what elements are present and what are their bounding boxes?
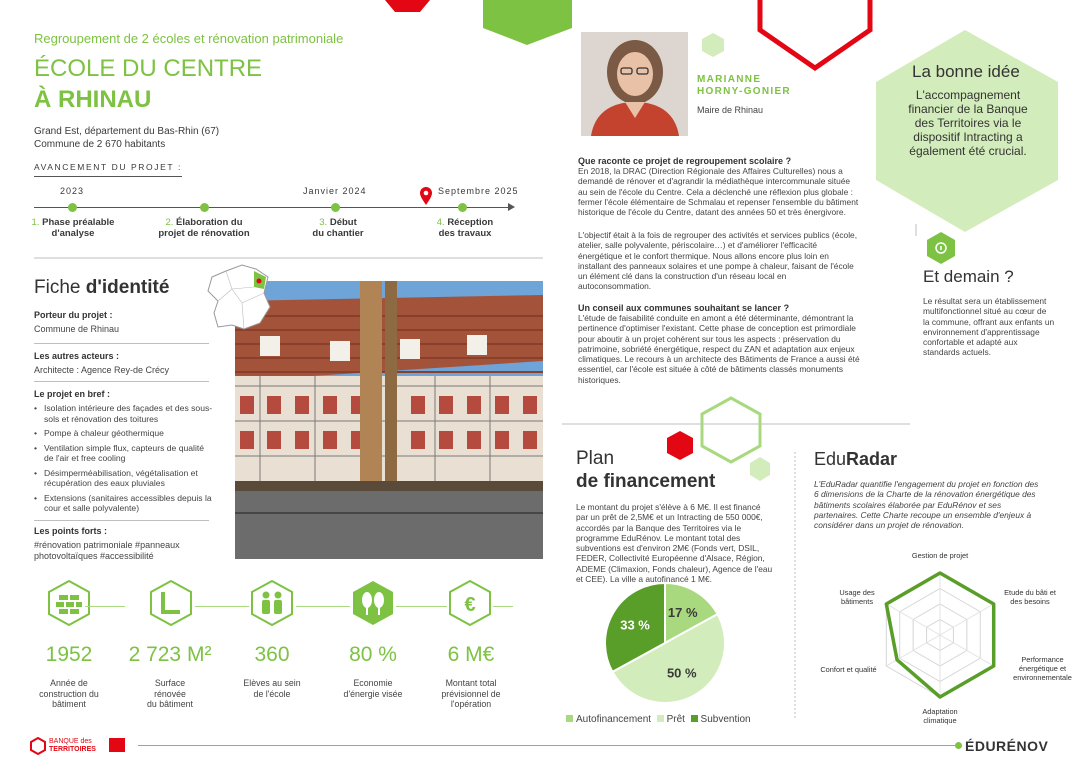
legend-label: Autofinancement: [576, 714, 652, 725]
green-hexagon-top: [483, 0, 572, 45]
bref-list: [34, 403, 214, 514]
stat-label-students: Elèves au sein de l'école: [243, 678, 301, 699]
timeline-step-3: 3. Début du chantier: [312, 217, 364, 239]
project-supertitle: Regroupement de 2 écoles et rénovation patrimoniale: [34, 31, 344, 46]
legend-label: Prêt: [666, 714, 685, 725]
divider: [34, 381, 209, 382]
list-item: • Ventilation simple flux, capteurs de qualité de l'air et free cooling: [34, 443, 214, 464]
green-hexagon-small: [702, 33, 724, 57]
red-hexagon-outline: [760, 0, 870, 68]
page-title: ÉCOLE DU CENTRE: [34, 55, 263, 82]
svg-text:€: €: [464, 594, 476, 616]
list-item: • Extensions (sanitaires accessibles depuis la cour et salle polyvalente): [34, 493, 214, 514]
legend-swatch-autofinancement: [566, 715, 573, 722]
light-hexagon-plan: [750, 457, 770, 481]
porteur-value: Commune de Rhinau: [34, 324, 120, 334]
location-pin-icon: [419, 186, 433, 206]
connector-line: [493, 606, 513, 607]
qa-block-3: [578, 303, 898, 385]
footer-line: [138, 745, 958, 746]
legend-label: Subvention: [700, 714, 751, 725]
mayor-name: MARIANNE HORNY-GONIER: [697, 74, 791, 97]
financing-pie-chart: [600, 578, 730, 708]
qa-answer: En 2018, la DRAC (Direction Régionale des Affaires Culturelles) nous a demandé de rénover et d'agrandir la médiathèque intercommunale située au sein de l'école du Centre. Cela a déclenché une réflexion plus globale : fermer l'école élémentaire de Schmalau et repenser l'ensemble du bâtiment historique de l'école du Centre, datant des années 50 et très énergivore.: [578, 166, 859, 218]
stat-label-energy: Economie d'énergie visée: [343, 678, 403, 699]
brick-wall-icon: [46, 580, 92, 626]
surface-icon: [148, 580, 194, 626]
plan-text: Le montant du projet s'élève à 6 M€. Il est financé par un prêt de 2,5M€ et un Intracting de 550 000€, accordés par la Banque des Territoires via le programme EduRénov. Le montant total des subventions est d'environ 2M€ (Fonds vert, DSIL, FEDER, Collectivité Européenne d'Alsace, Région, ADEME (Climaxion, Fonds chaleur), Agence de l'eau et CEE). La ville a autofinancé 1 M€.: [576, 502, 773, 585]
banque-logo: BANQUE des TERRITOIRES: [49, 738, 96, 753]
stat-label-surface: Surface rénovée du bâtiment: [147, 678, 193, 709]
france-map-icon: [204, 263, 274, 335]
timeline-arrow-icon: [508, 203, 515, 211]
list-item: • Isolation intérieure des façades et des sous-sols et rénovation des toitures: [34, 403, 214, 424]
location-population: Commune de 2 670 habitants: [34, 139, 166, 150]
radar-axis-label: Confort et qualité: [820, 665, 877, 674]
connector-line: [296, 606, 350, 607]
stat-value-students: 360: [254, 643, 290, 666]
timeline-step-4: 4. Réception des travaux: [436, 217, 494, 239]
eduradar-chart: [860, 560, 1020, 710]
legend-swatch-subvention: [691, 715, 698, 722]
qa-answer: L'étude de faisabilité conduite en amont a été déterminante, démontrant la pertinence d'optimiser l'existant. Cette phase de conception est primordiale pour aboutir à un projet cohérent sur tous les aspects : préservation du patrimoine, sobriété énergétique, respect du ZAN et adaptation aux enjeux climatiques. Le recours à un architecte des Bâtiments de France a aussi été essentiel, car l'école est située à côté de bâtiments classés monuments historiques.: [578, 313, 860, 385]
plan-title: Plan: [576, 448, 615, 469]
timeline-step-2: 2. Élaboration du projet de rénovation: [158, 217, 250, 239]
timeline-heading: AVANCEMENT DU PROJET :: [34, 162, 182, 177]
fiche-acteurs: [34, 351, 214, 376]
eduradar-text: L'EduRadar quantifie l'engagement du projet en fonction des 6 dimensions de la Charte de la rénovation énergétique des bâtiments scolaires élaborée par EduRénov et ses partenaires. Cette Charte recoupe un ensemble d'enjeux à considérer dans un projet de rénovation.: [814, 479, 1039, 531]
timeline-date-sep-2025: Septembre 2025: [438, 186, 519, 196]
fiche-forts: [34, 526, 214, 562]
radar-axis-label: Performance énergétique et environnementale: [1013, 655, 1072, 682]
timeline-dot: [458, 203, 467, 212]
divider: [34, 520, 209, 521]
eduradar-title: EduRadar: [814, 449, 898, 469]
qa-answer: L'objectif était à la fois de regrouper des activités et services publics (école, atelier, salle polyvalente, périscolaire…) et d'améliorer l'efficacité énergétique et le confort thermique. Nous allons encore plus loin en installant des panneaux solaires et une pompe à chaleur, faisant de l'école un élément clé dans la construction d'un réseau local en autoconsommation.: [578, 230, 858, 292]
mayor-role: Maire de Rhinau: [697, 105, 764, 115]
qa-question: Un conseil aux communes souhaitant se lancer ?: [578, 303, 790, 313]
acteurs-value: Architecte : Agence Rey-de Crécy: [34, 365, 170, 375]
timeline-dot: [331, 203, 340, 212]
qa-block-1: [578, 156, 898, 217]
forts-label: Les points forts :: [34, 526, 108, 536]
stat-value-energy: 80 %: [349, 643, 397, 666]
plan-title-bold: de financement: [576, 471, 716, 492]
list-item: • Pompe à chaleur géothermique: [34, 428, 214, 439]
timeline-date-jan-2024: Janvier 2024: [303, 186, 367, 196]
pie-data-label: 33 %: [620, 617, 650, 633]
radar-axis-label: Gestion de projet: [911, 551, 969, 560]
pie-data-label: 50 %: [666, 665, 697, 681]
bonne-idee-text: L'accompagnement financier de la Banque des Territoires via le dispositif Intracting a également été crucial.: [908, 88, 1028, 158]
connector-line: [195, 606, 249, 607]
trees-icon: [350, 580, 396, 626]
timeline-dot: [68, 203, 77, 212]
fiche-title: Fiche d'identité: [34, 277, 170, 298]
connector-line: [396, 606, 447, 607]
radar-axis-label: Etude du bâti et des besoins: [1004, 588, 1056, 606]
mayor-portrait: [581, 32, 688, 136]
forts-value: #rénovation patrimoniale #panneaux photovoltaïques #accessibilité: [34, 540, 180, 561]
timeline-date-2023: 2023: [60, 186, 85, 196]
porteur-label: Porteur du projet :: [34, 310, 113, 320]
euro-icon: [447, 580, 493, 626]
pie-data-label: 17 %: [667, 605, 698, 621]
bref-label: Le projet en bref :: [34, 389, 111, 399]
cdc-logo-icon: [109, 738, 125, 752]
page-title-line2: À RHINAU: [34, 86, 152, 113]
bonne-idee-title: La bonne idée: [912, 62, 1020, 81]
fiche-porteur: [34, 310, 214, 335]
banque-hexagon-icon: [30, 737, 46, 755]
connector-line: [85, 606, 125, 607]
pie-legend: [566, 714, 751, 725]
divider: [34, 343, 209, 344]
outline-hexagon-plan: [702, 398, 760, 462]
list-item: • Désimperméabilisation, végétalisation et récupération des eaux pluviales: [34, 468, 214, 489]
qa-question: Que raconte ce projet de regroupement scolaire ?: [578, 156, 792, 166]
stat-label-amount: Montant total prévisionnel de l'opération: [441, 678, 501, 709]
stat-label-year: Année de construction du bâtiment: [39, 678, 99, 709]
demain-title: Et demain ?: [923, 267, 1014, 286]
stat-value-year: 1952: [45, 643, 93, 666]
fiche-bref: [34, 389, 214, 518]
stat-value-surface: 2 723 M²: [128, 643, 212, 666]
red-hexagon-plan: [667, 431, 693, 460]
radar-axis-label: Adaptation climatique: [922, 707, 958, 725]
acteurs-label: Les autres acteurs :: [34, 351, 120, 361]
radar-axis-label: Usage des bâtiments: [839, 588, 875, 606]
qa-block-2: [578, 230, 898, 292]
stat-value-amount: 6 M€: [447, 643, 495, 666]
school-photo: [235, 281, 543, 559]
red-hexagon-top: [385, 0, 430, 12]
edurenov-logo: ÉDURÉNOV: [965, 738, 1049, 754]
students-icon: [249, 580, 295, 626]
location-region: Grand Est, département du Bas-Rhin (67): [34, 126, 220, 137]
timeline-line: [34, 207, 512, 208]
legend-swatch-pret: [657, 715, 664, 722]
timeline-step-1: 1. Phase préalable d'analyse: [31, 217, 115, 239]
demain-text: Le résultat sera un établissement multifonctionnel situé au cœur de la commune, offrant aux enfants un environnement d'apprentissage confortable et adapté aux standards actuels.: [923, 296, 1055, 358]
timeline-dot: [200, 203, 209, 212]
